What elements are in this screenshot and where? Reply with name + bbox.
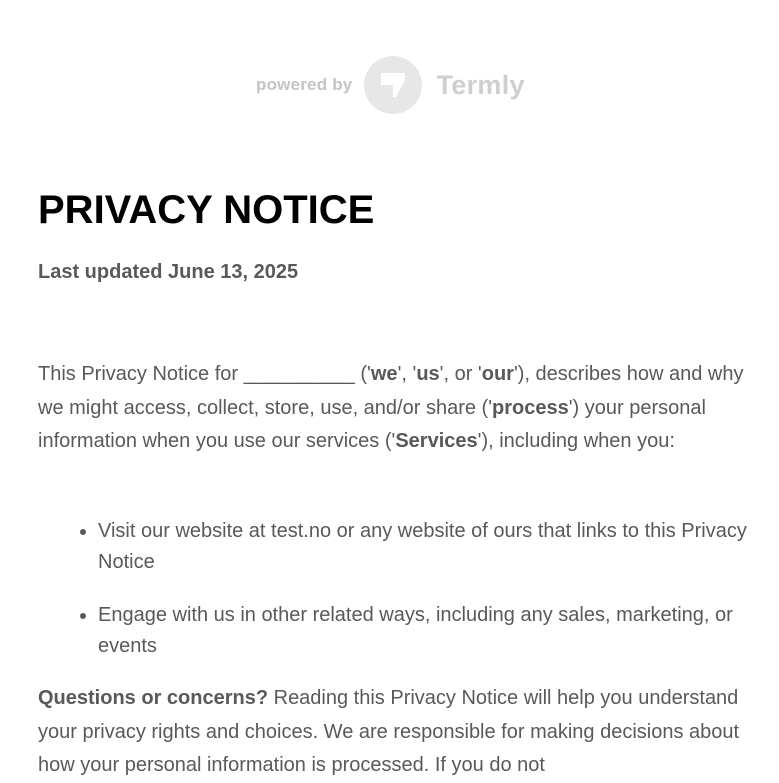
term-our: our	[481, 363, 514, 385]
termly-logo-icon	[364, 56, 422, 114]
term-process: process	[492, 396, 569, 419]
intro-text-6: '), including when you:	[477, 430, 675, 452]
term-us: us	[416, 363, 440, 385]
questions-paragraph	[38, 682, 748, 783]
term-services: Services	[395, 430, 478, 452]
intro-paragraph	[38, 358, 748, 459]
questions-text: Reading this Privacy Notice will help you understand your privacy rights and choices. We are responsible for making decisions about how your personal information is processed. If you do not	[38, 687, 740, 776]
powered-by-label: powered by	[256, 75, 353, 94]
usage-list	[38, 516, 748, 684]
termly-brand-name: Termly	[436, 69, 525, 100]
intro-text-5: ') your personal information when you use our services ('	[38, 396, 706, 452]
last-updated: Last updated June 13, 2025	[38, 261, 299, 283]
intro-text-1: This Privacy Notice for __________ ('	[38, 363, 371, 385]
list-item: • Engage with us in other related ways, including any sales, marketing, or events	[98, 600, 748, 662]
questions-lead: Questions or concerns?	[38, 687, 269, 709]
intro-text-2: ', '	[397, 363, 417, 385]
intro-text-4: '), describes how and why we might access, collect, store, use, and/or share ('	[38, 363, 744, 419]
page-title: PRIVACY NOTICE	[38, 188, 375, 232]
termly-badge[interactable]	[256, 56, 525, 114]
term-we: we	[370, 363, 398, 385]
list-item: • Visit our website at test.no or any website of ours that links to this Privacy Notice	[98, 516, 748, 578]
intro-text-3: ', or '	[439, 363, 482, 385]
